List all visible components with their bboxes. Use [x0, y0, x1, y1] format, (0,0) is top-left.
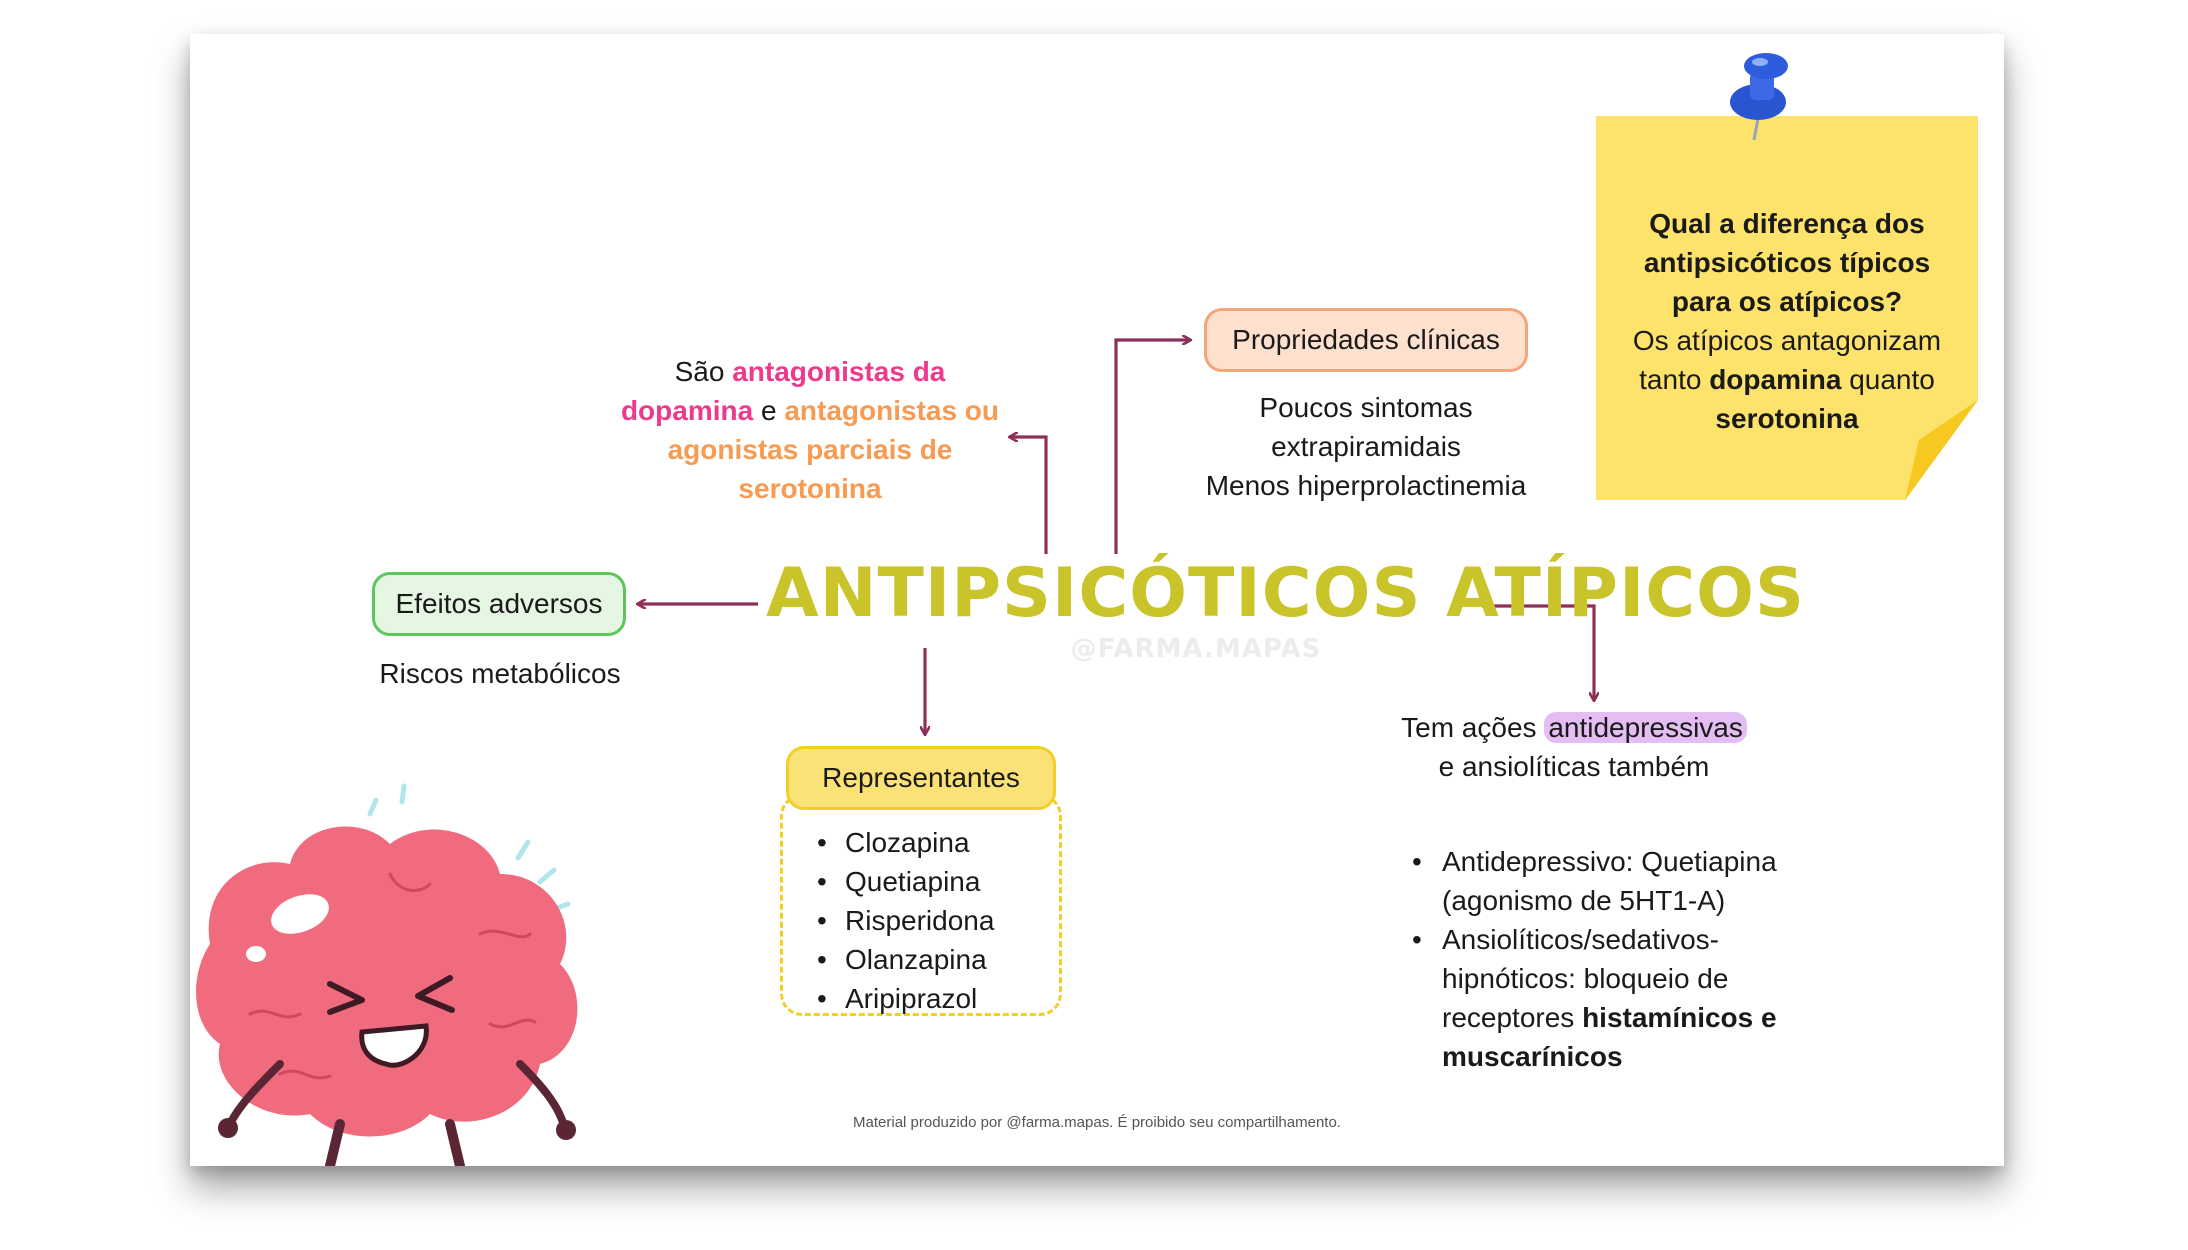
clinical-line: extrapiramidais — [1271, 431, 1461, 462]
list-item: • Quetiapina — [783, 862, 1059, 901]
map-sheet — [190, 34, 2004, 1166]
clinical-line: Menos hiperprolactinemia — [1205, 470, 1527, 501]
note-answer-mid: quanto — [1849, 364, 1935, 395]
list-item — [1410, 842, 1850, 920]
brain-mascot-icon — [190, 764, 630, 1166]
mechanism-dopamine: antagonistas da dopamina — [620, 356, 946, 426]
mechanism-conj: e — [760, 395, 777, 426]
adverse-effects-text: Riscos metabólicos — [379, 658, 621, 689]
watermark: @FARMA.MAPAS — [1070, 634, 1322, 664]
actions-line2: e ansiolíticas também — [1438, 751, 1710, 782]
list-item — [1410, 920, 1850, 1076]
clinical-properties-box: Propriedades clínicas — [1204, 308, 1528, 372]
arrow-to-mechanism — [1010, 437, 1046, 554]
pushpin-icon — [1720, 46, 1810, 146]
mechanism-text — [620, 352, 1000, 508]
note-answer-prefix: Os atípicos antagonizam tanto — [1632, 325, 1942, 395]
footer-disclaimer: Material produzido por @farma.mapas. É proibido seu compartilhamento. — [853, 1114, 1341, 1131]
clinical-properties-text — [1136, 388, 1596, 505]
note-answer-bold-1: dopamina — [1709, 364, 1842, 395]
list-item: • Risperidona — [783, 901, 1059, 940]
representatives-box: Representantes — [786, 746, 1056, 810]
clinical-line: Poucos sintomas — [1259, 392, 1473, 423]
mechanism-prefix: São — [674, 356, 725, 387]
actions-bullet-2-bold: histamínicos e muscarínicos — [1442, 1002, 1777, 1072]
actions-highlight: antidepressivas — [1544, 712, 1747, 743]
note-answer-bold-2: serotonina — [1715, 403, 1859, 434]
main-title: ANTIPSICÓTICOS ATÍPICOS — [766, 554, 1805, 633]
actions-prefix: Tem ações — [1401, 712, 1537, 743]
list-item: • Clozapina — [783, 823, 1059, 862]
adverse-effects-box: Efeitos adversos — [372, 572, 626, 636]
mechanism-serotonin: antagonistas ou agonistas parciais de serotonina — [667, 395, 1000, 504]
representatives-list — [780, 794, 1062, 1016]
note-question: Qual a diferença dos antipsicóticos típicos para os atípicos? — [1643, 208, 1931, 317]
sticky-note-text — [1596, 204, 1978, 438]
actions-list — [1410, 842, 1850, 1076]
list-item: • Olanzapina — [783, 940, 1059, 979]
actions-bullet-1: Antidepressivo: Quetiapina (agonismo de 5HT1-A) — [1442, 846, 1777, 916]
actions-text — [1374, 708, 1774, 786]
list-item: • Aripiprazol — [783, 979, 1059, 1018]
actions-bullet-2: Ansiolíticos/sedativos-hipnóticos: bloqueio de receptores — [1442, 924, 1729, 1033]
